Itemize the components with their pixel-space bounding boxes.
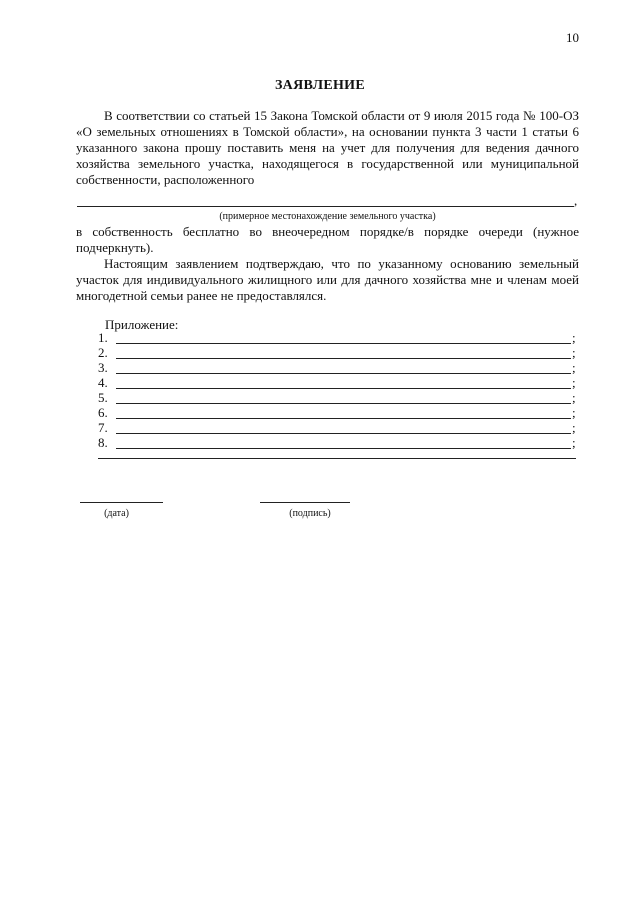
attachment-semicolon: ; [572,435,576,450]
attachment-row [98,435,580,450]
signature-line[interactable] [260,502,350,503]
attachment-number: 2. [98,345,108,360]
attachment-row [98,330,580,345]
location-caption: (примерное местонахождение земельного участка) [219,211,436,222]
signature-caption: (подпись) [289,508,331,519]
attachments-heading: Приложение: [105,317,179,332]
attachment-row [98,420,580,435]
attachment-number: 4. [98,375,108,390]
attachment-line[interactable] [116,343,571,344]
attachment-semicolon: ; [572,360,576,375]
attachment-line[interactable] [116,418,571,419]
attachment-number: 3. [98,360,108,375]
attachment-semicolon: ; [572,405,576,420]
attachment-semicolon: ; [572,375,576,390]
intro-paragraph: В соответствии со статьей 15 Закона Томской области от 9 июля 2015 года № 100-ОЗ «О земельных отношениях в Томской области», на основании пункта 3 части 1 статьи 6 указанного закона прошу поставить меня на учет для получения для ведения дачного хозяйства земельного участка, находящегося в государственной или муниципальной собственности, расположенного [76,108,579,187]
attachment-number: 7. [98,420,108,435]
confirmation-paragraph: Настоящим заявлением подтверждаю, что по указанному основанию земельный участок для индивидуального жилищного или для дачного хозяйства мне и членам моей многодетной семьи ранее не предоставлялся. [76,256,579,303]
attachment-row [98,360,580,375]
attachment-row [98,345,580,360]
attachment-row [98,375,580,390]
attachment-row [98,390,580,405]
attachment-line[interactable] [116,358,571,359]
document-title: ЗАЯВЛЕНИЕ [274,78,365,93]
attachment-line[interactable] [116,403,571,404]
attachment-semicolon: ; [572,420,576,435]
attachment-number: 6. [98,405,108,420]
location-comma: , [574,193,578,208]
attachments-extra-line[interactable] [98,458,576,459]
attachment-semicolon: ; [572,390,576,405]
attachment-line[interactable] [116,433,571,434]
attachment-number: 5. [98,390,108,405]
attachment-line[interactable] [116,373,571,374]
ownership-paragraph: в собственность бесплатно во внеочередном порядке/в порядке очереди (нужное подчеркнуть). [76,224,579,255]
attachment-line[interactable] [116,448,571,449]
page-number: 10 [566,30,579,45]
attachment-line[interactable] [116,388,571,389]
attachment-number: 8. [98,435,108,450]
date-caption: (дата) [104,508,129,519]
date-line[interactable] [80,502,163,503]
attachment-row [98,405,580,420]
location-line[interactable] [77,206,574,207]
attachment-semicolon: ; [572,330,576,345]
attachment-number: 1. [98,330,108,345]
attachment-semicolon: ; [572,345,576,360]
